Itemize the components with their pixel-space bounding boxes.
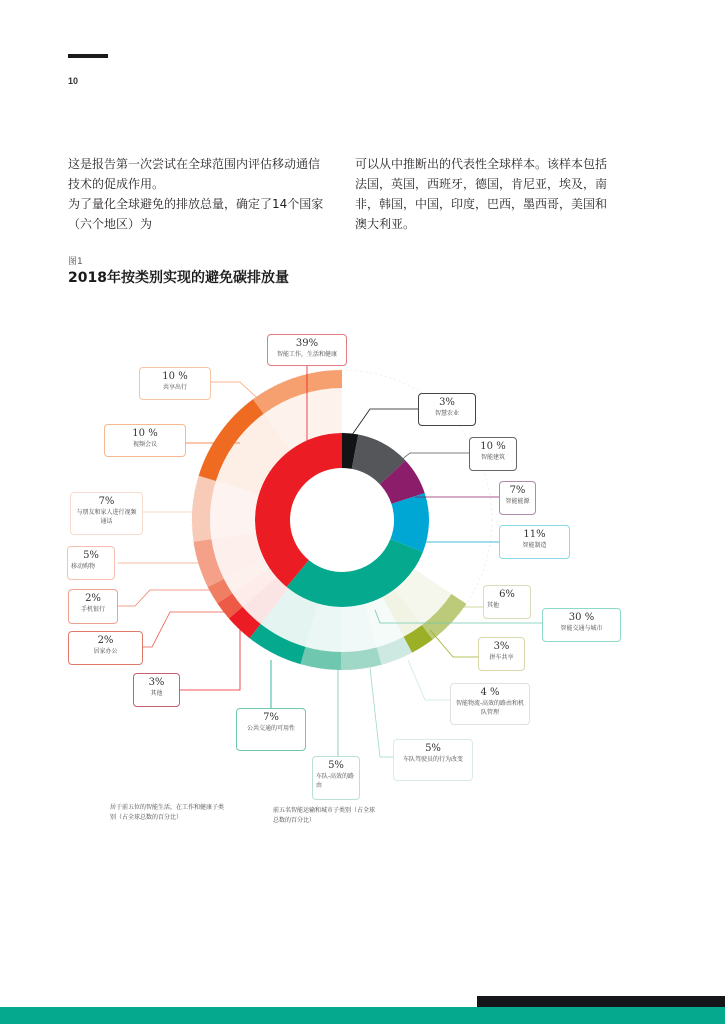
label-smart-energy: 7% 智能能源 bbox=[499, 481, 536, 515]
label-mobile-shopping: 5% 移动购物 bbox=[67, 546, 115, 580]
note-transport-subcategories: 前五名智能运输和城市子类别（占全球总数的百分比） bbox=[273, 807, 376, 824]
label-video-calling: 7% 与朋友和家人进行视频通话 bbox=[70, 492, 143, 535]
label-car-sharing: 3% 拼车共享 bbox=[478, 637, 525, 671]
label-transport-other: 6% 其他 bbox=[483, 585, 531, 619]
label-smart-buildings: 10 % 智能建筑 bbox=[469, 437, 517, 471]
label-living-total: 39% 智能工作，生活和健康 bbox=[267, 334, 347, 366]
footer-green-bar bbox=[0, 1007, 725, 1024]
label-fleet-routing: 5% 车队-高效的路由 bbox=[312, 756, 360, 800]
label-living-other: 3% 其他 bbox=[133, 673, 180, 707]
label-transport-total: 30 % 智能交通与城市 bbox=[542, 608, 621, 642]
label-public-transport: 7% 公共交通的可用性 bbox=[236, 708, 306, 751]
label-video-conferencing: 10 % 视频会议 bbox=[104, 424, 186, 457]
note-living-subcategories: 居于前五位的智能生活，在工作和健康子类别（占全球总数的百分比） bbox=[110, 804, 225, 821]
page-number: 10 bbox=[68, 76, 79, 86]
label-shared-mobility: 10 % 共享出行 bbox=[139, 367, 211, 400]
paragraph: 为了量化全球避免的排放总量，确定了14个国家（六个地区）为 bbox=[68, 197, 324, 231]
figure-title: 2018年按类别实现的避免碳排放量 bbox=[68, 270, 289, 286]
label-smart-agriculture: 3% 智慧农业 bbox=[418, 393, 476, 426]
figure-label: 图1 bbox=[68, 257, 83, 267]
paragraph: 可以从中推断出的代表性全球样本。该样本包括法国，英国，西班牙，德国，肯尼亚，埃及，南非，韩国，中国，印度，巴西，墨西哥，美国和澳大利亚。 bbox=[355, 157, 608, 231]
label-smart-logistics: 4 % 智能物流-高效的路由和机队管理 bbox=[450, 683, 530, 725]
paragraph: 这是报告第一次尝试在全球范围内评估移动通信技术的促成作用。 bbox=[68, 157, 321, 191]
label-driver-behaviour: 5% 车队驾驶员的行为改变 bbox=[393, 739, 473, 781]
label-home-working: 2% 居家办公 bbox=[68, 631, 143, 665]
label-smart-manufacturing: 11% 智能制造 bbox=[499, 525, 570, 559]
label-mobile-banking: 2% 手机银行 bbox=[68, 589, 118, 624]
